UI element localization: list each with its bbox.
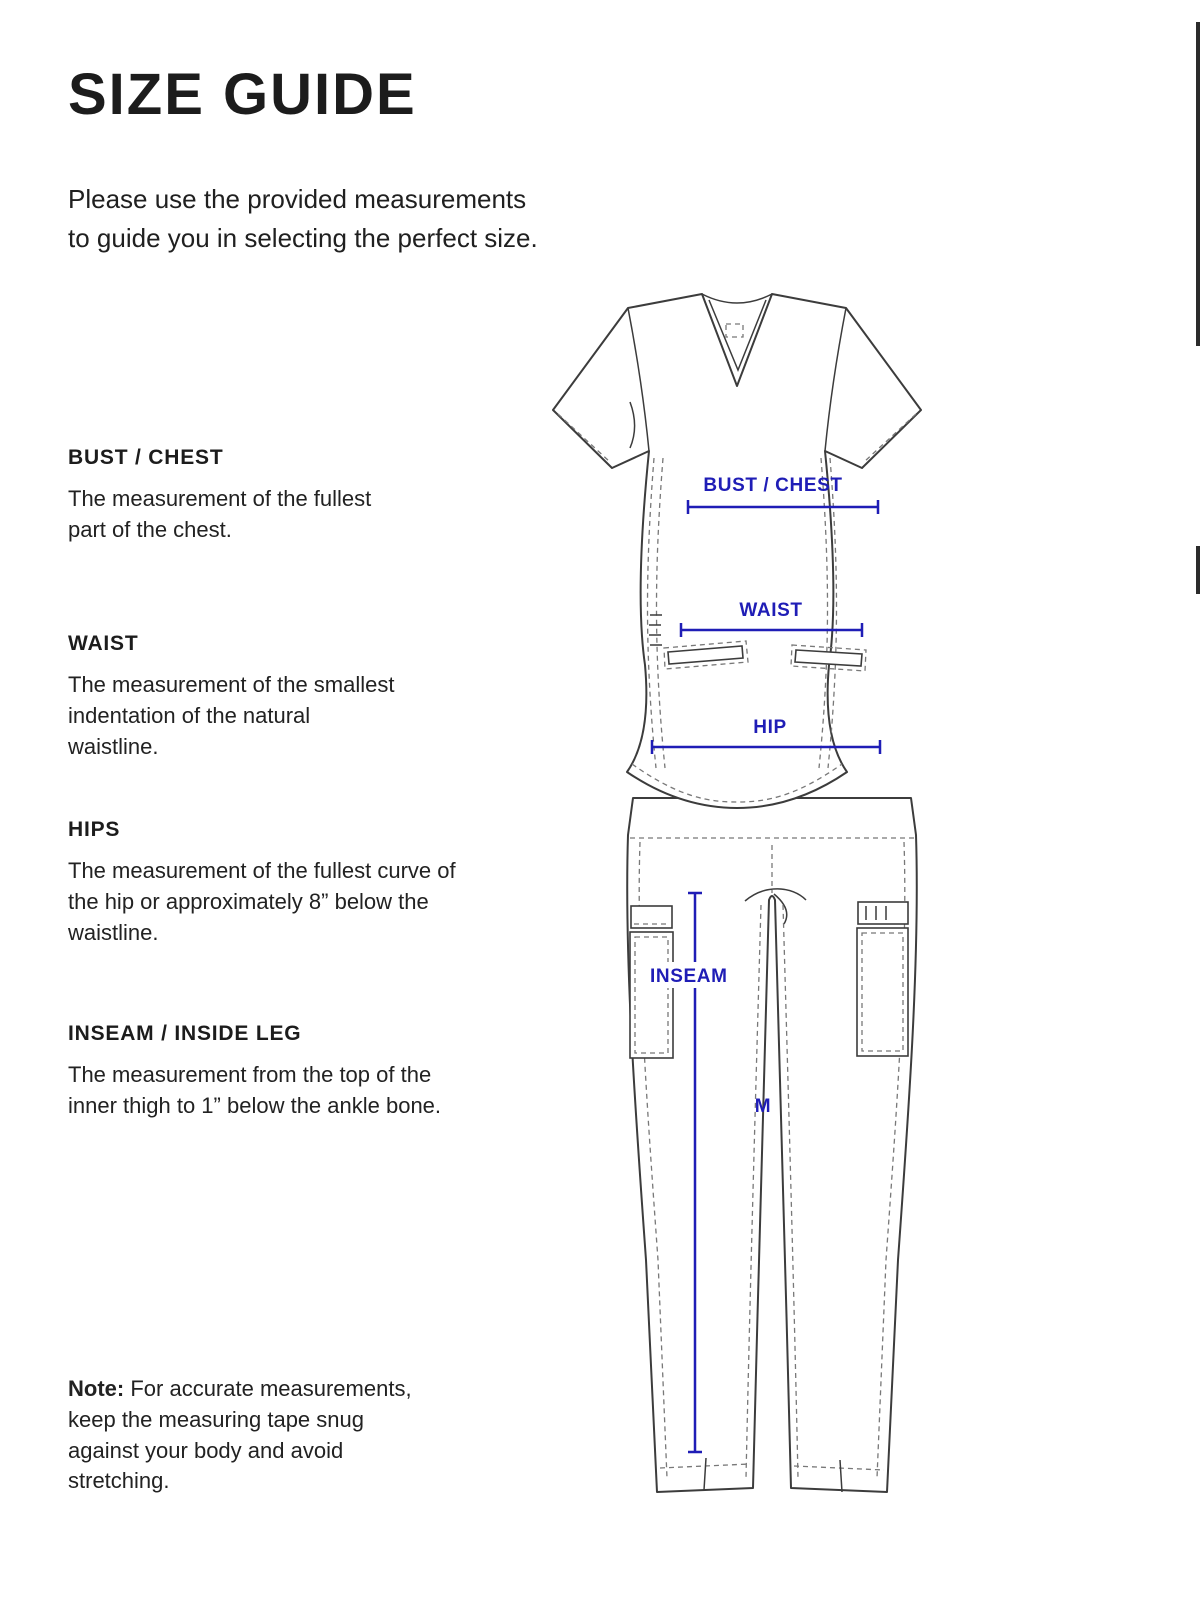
inseam-measure-label: INSEAM — [650, 966, 728, 987]
care-label — [726, 324, 743, 337]
page-title: SIZE GUIDE — [68, 62, 417, 127]
section-body-hips: The measurement of the fullest curve of the hip or approximately 8” below the waistline. — [68, 858, 456, 945]
note-body: For accurate measurements, keep the measuring tape snug against your body and avoid stretching. — [68, 1376, 412, 1494]
screen-edge-artifact-top — [1196, 22, 1200, 346]
section-heading-hips: HIPS — [68, 818, 121, 841]
screen-edge-artifact-mid — [1196, 546, 1200, 594]
section-heading-bust: BUST / CHEST — [68, 446, 224, 469]
note-text — [68, 1374, 438, 1497]
section-heading-waist: WAIST — [68, 632, 139, 655]
size-guide-diagram — [520, 270, 990, 1520]
section-hips — [68, 818, 464, 948]
section-heading-inseam: INSEAM / INSIDE LEG — [68, 1022, 302, 1045]
hip-measure-label: HIP — [753, 717, 787, 738]
intro-text: Please use the provided measurements to guide you in selecting the perfect size. — [68, 184, 538, 253]
section-body-waist: The measurement of the smallest indentation of the natural waistline. — [68, 672, 395, 759]
waist-measure-label: WAIST — [739, 600, 803, 621]
scrub-top-drawing — [553, 294, 921, 808]
bust-measure-label: BUST / CHEST — [703, 475, 843, 496]
scrub-pants-drawing — [627, 798, 917, 1492]
section-inseam — [68, 1022, 448, 1122]
note-label: Note: — [68, 1376, 125, 1401]
top-outline — [553, 294, 921, 808]
size-marker-label: M — [754, 1096, 772, 1117]
section-bust-chest — [68, 446, 378, 546]
section-body-inseam: The measurement from the top of the inner thigh to 1” below the ankle bone. — [68, 1062, 442, 1118]
collar — [702, 294, 772, 303]
section-waist — [68, 632, 398, 762]
section-body-bust: The measurement of the fullest part of the chest. — [68, 486, 372, 542]
